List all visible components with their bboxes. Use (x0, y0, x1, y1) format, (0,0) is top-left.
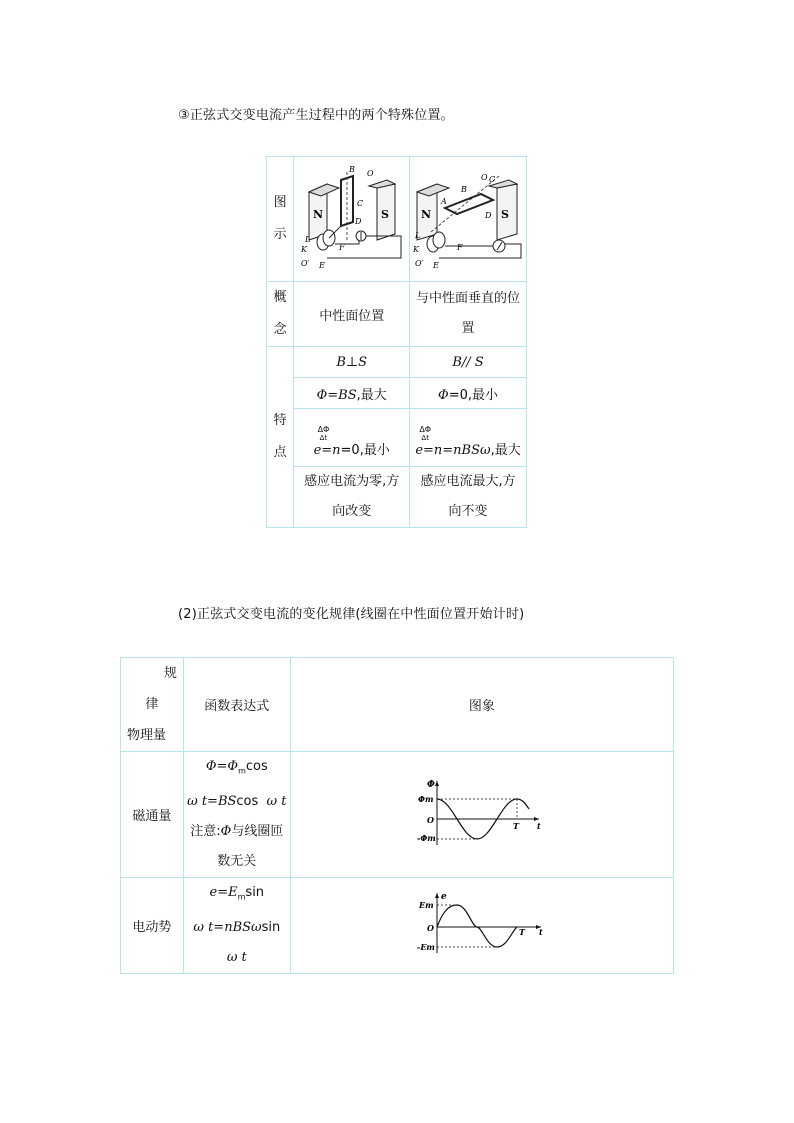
label-D-2: D (485, 211, 492, 220)
feature-b-parallel-s: B// S (410, 347, 527, 378)
flux-bottom: -Φm (416, 832, 436, 843)
feature-flux-zero: Φ=0,最小 (410, 378, 527, 409)
emf-origin: O (426, 923, 434, 934)
label-B-2: B (461, 185, 467, 194)
label-K-2: K (413, 245, 420, 254)
row-feature-2 (267, 378, 527, 409)
flux-formula: $\Phi=\Phi_m\cos$ ω t=BScos ω t 注意:Φ与线圈匝 数无关 (183, 752, 290, 878)
label-L: L (304, 235, 311, 244)
label-F: F (338, 243, 345, 252)
label-N-2: N (421, 208, 432, 221)
emf-T: T (518, 927, 525, 938)
label-S-2: S (501, 208, 509, 221)
row-flux (121, 752, 674, 878)
label-feature: 特 点 (267, 347, 294, 528)
flux-origin: O (426, 814, 434, 825)
emf-graph-cell (290, 878, 673, 974)
generator-figure-2 (411, 162, 525, 272)
label-N: N (312, 208, 323, 221)
feature-emf-min: ΔΦ Δt e=n=0,最小 (294, 409, 410, 467)
row-concept (267, 282, 527, 347)
label-S: S (380, 208, 389, 221)
row-feature-1 (267, 347, 527, 378)
header-row (121, 658, 674, 752)
emf-sine-graph (417, 891, 547, 955)
flux-cosine-graph (417, 777, 547, 849)
variation-law-table (120, 657, 674, 974)
label-A-2: A (441, 197, 447, 206)
row-picture (267, 157, 527, 282)
header-graph: 图象 (290, 658, 673, 752)
label-E: E (318, 261, 325, 270)
flux-axis-y: Φ (426, 779, 435, 790)
emf-top: Em (418, 900, 434, 911)
figure-perpendicular-plane (410, 157, 527, 282)
heading-special-positions: ③正弦式交变电流产生过程中的两个特殊位置。 (178, 108, 454, 123)
heading-variation-law: (2)正弦式交变电流的变化规律(线圈在中性面位置开始计时) (178, 607, 525, 622)
emf-formula: $e=E_m\sin$ ω t=nBSωsin ω t (183, 878, 290, 974)
corner-cell: 规 律 物理量 (121, 658, 184, 752)
feature-emf-max: ΔΦ Δt e=n=nBSω,最大 (410, 409, 527, 467)
header-formula: 函数表达式 (183, 658, 290, 752)
feature-current-zero: 感应电流为零,方 向改变 (294, 467, 410, 528)
label-C-2: C (489, 175, 496, 184)
flux-t: t (536, 820, 541, 831)
feature-b-perp-s: B⊥S (294, 347, 410, 378)
label-C: C (356, 199, 363, 208)
label-O-2: O (481, 173, 488, 182)
label-O: O (366, 169, 374, 178)
concept-perpendicular: 与中性面垂直的位 置 (410, 282, 527, 347)
row-emf (121, 878, 674, 974)
feature-current-max: 感应电流最大,方 向不变 (410, 467, 527, 528)
label-F-2: F (457, 243, 463, 252)
flux-graph-cell (290, 752, 673, 878)
label-Oprime: O′ (300, 259, 310, 268)
special-positions-table (266, 156, 527, 528)
flux-top: Φm (417, 793, 434, 804)
label-B: B (348, 165, 355, 174)
emf-t: t (538, 927, 543, 938)
label-D: D (354, 217, 362, 226)
emf-axis-y: e (440, 892, 447, 903)
concept-neutral: 中性面位置 (294, 282, 410, 347)
label-L-2: L (415, 231, 421, 240)
feature-flux-max: Φ=BS,最大 (294, 378, 410, 409)
row-feature-4 (267, 467, 527, 528)
emf-bottom: -Em (416, 942, 435, 953)
flux-T: T (512, 820, 519, 831)
row-feature-3 (267, 409, 527, 467)
emf-name: 电动势 (121, 878, 184, 974)
flux-name: 磁通量 (121, 752, 184, 878)
label-picture: 图 示 (267, 157, 294, 282)
label-K: K (300, 245, 307, 254)
label-E-2: E (433, 261, 439, 270)
label-Oprime-2: O′ (415, 259, 424, 268)
label-concept: 概 念 (267, 282, 294, 347)
figure-neutral-plane (294, 157, 410, 282)
generator-figure-1 (297, 162, 407, 272)
